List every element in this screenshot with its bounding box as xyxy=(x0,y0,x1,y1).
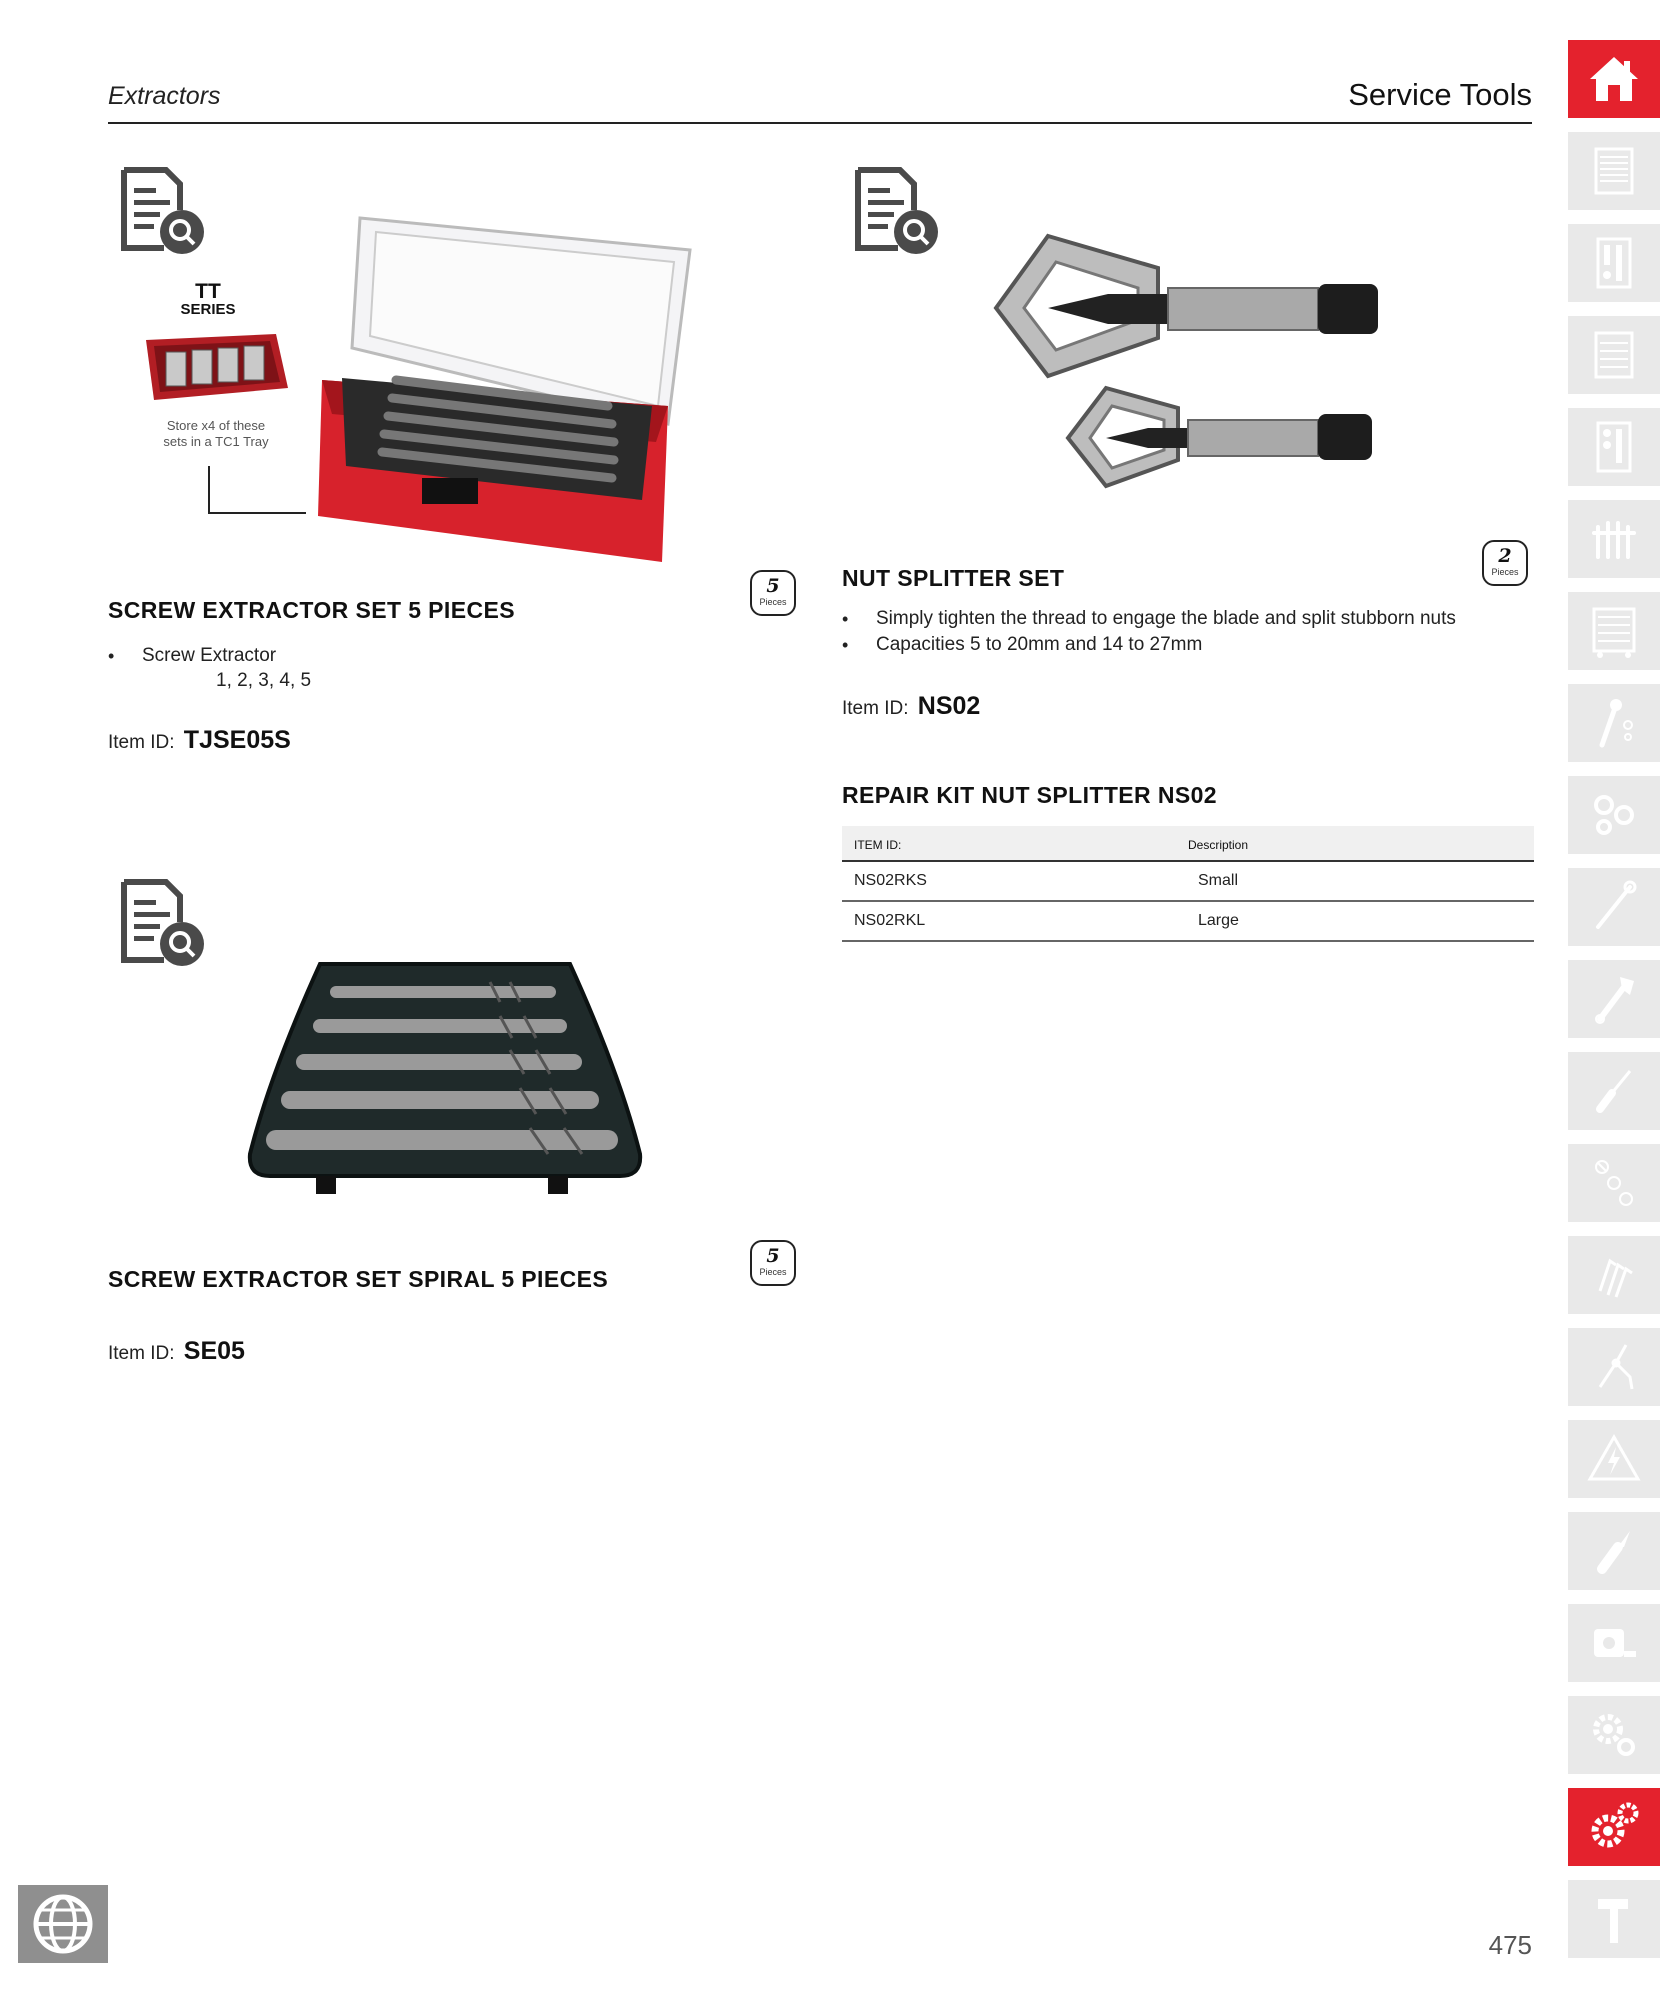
callout-line-horizontal xyxy=(208,512,306,514)
table-header-row xyxy=(842,826,1534,861)
page-title: Service Tools xyxy=(1348,77,1532,112)
home-icon xyxy=(1586,51,1642,107)
section-title: Extractors xyxy=(108,82,221,110)
pieces-badge xyxy=(750,570,796,616)
feature-item: • Capacities 5 to 20mm and 14 to 27mm xyxy=(842,632,1542,658)
sidebar-tab-ratchet[interactable] xyxy=(1568,684,1660,762)
sockets-icon xyxy=(1586,787,1642,843)
product-info-icon[interactable] xyxy=(846,162,942,263)
feature-item: • Screw Extractor xyxy=(108,643,276,669)
ratchet-icon xyxy=(1586,695,1642,751)
combination-spanner-icon xyxy=(1586,879,1642,935)
sidebar-tab-tool-tray[interactable] xyxy=(1568,224,1660,302)
item-id-value[interactable]: NS02 xyxy=(917,692,981,720)
screwdriver-icon xyxy=(1586,1063,1642,1119)
bits-icon xyxy=(1586,1155,1642,1211)
item-id-label: Item ID: xyxy=(842,698,909,719)
tray-note-line1: Store x4 of these xyxy=(166,418,266,433)
sidebar-tab-pliers[interactable] xyxy=(1568,1328,1660,1406)
product-info-icon[interactable] xyxy=(112,162,208,263)
row-item-id: NS02RKL xyxy=(842,901,1176,941)
pieces-label: Pieces xyxy=(759,597,787,607)
item-id-value[interactable]: SE05 xyxy=(183,1337,245,1365)
pieces-badge xyxy=(750,1240,796,1286)
header-divider xyxy=(108,122,1532,124)
pieces-count: 5 xyxy=(766,575,780,597)
tape-measure-icon xyxy=(1586,1615,1642,1671)
pieces-label: Pieces xyxy=(1491,567,1519,577)
sidebar-tab-tool-cabinet[interactable] xyxy=(1568,132,1660,210)
globe-icon xyxy=(31,1892,95,1956)
screw-extractor-set-image xyxy=(312,210,696,575)
tray-set-icon xyxy=(1586,419,1642,475)
callout-line-vertical xyxy=(208,466,210,514)
tt-series-line2: SERIES xyxy=(180,301,236,318)
tray-note xyxy=(146,418,286,450)
adjustable-wrench-icon xyxy=(1586,971,1642,1027)
sidebar-tab-socket-rail[interactable] xyxy=(1568,500,1660,578)
sidebar-tab-home[interactable] xyxy=(1568,40,1660,118)
sidebar-tab-tray-set[interactable] xyxy=(1568,408,1660,486)
nut-splitter-set-image xyxy=(988,228,1388,523)
tt-series-line1: TT xyxy=(195,280,221,303)
row-description: Small xyxy=(1176,861,1534,901)
tool-chest-icon xyxy=(1586,603,1642,659)
sidebar-tab-combination-spanner[interactable] xyxy=(1568,868,1660,946)
website-link[interactable] xyxy=(18,1885,108,1963)
tc1-tray-image xyxy=(136,330,292,415)
sidebar-tab-roller-cabinet[interactable] xyxy=(1568,316,1660,394)
sidebar-tab-gears[interactable] xyxy=(1568,1696,1660,1774)
sidebar-tab-electrical[interactable] xyxy=(1568,1420,1660,1498)
sidebar-tab-hammer[interactable] xyxy=(1568,1880,1660,1958)
product-title: NUT SPLITTER SET xyxy=(842,565,1065,591)
roller-cabinet-icon xyxy=(1586,327,1642,383)
item-id-label: Item ID: xyxy=(108,1343,175,1364)
tray-note-line2: sets in a TC1 Tray xyxy=(163,434,269,449)
pliers-icon xyxy=(1586,1339,1642,1395)
feature-item: • Simply tighten the thread to engage the blade and split stubborn nuts xyxy=(842,606,1542,632)
row-item-id: NS02RKS xyxy=(842,861,1176,901)
sidebar-tab-service-tools[interactable] xyxy=(1568,1788,1660,1866)
item-id-value[interactable]: TJSE05S xyxy=(183,726,291,754)
sidebar-tab-adjustable-wrench[interactable] xyxy=(1568,960,1660,1038)
sidebar-tab-screwdriver[interactable] xyxy=(1568,1052,1660,1130)
table-row[interactable] xyxy=(842,861,1534,901)
tt-series-logo xyxy=(176,282,240,318)
sidebar-tab-tool-chest[interactable] xyxy=(1568,592,1660,670)
item-id xyxy=(108,726,291,755)
item-id xyxy=(842,692,980,721)
electrical-warning-icon xyxy=(1586,1431,1642,1487)
pieces-count: 5 xyxy=(766,1245,780,1267)
sidebar-tab-hex-keys[interactable] xyxy=(1568,1236,1660,1314)
column-header-item-id: ITEM ID: xyxy=(842,826,1176,861)
tool-cabinet-icon xyxy=(1586,143,1642,199)
pieces-badge xyxy=(1482,540,1528,586)
product-features xyxy=(842,606,1542,658)
product-features xyxy=(108,643,276,669)
knife-icon xyxy=(1586,1523,1642,1579)
sidebar-tab-sockets[interactable] xyxy=(1568,776,1660,854)
service-tools-gear-icon xyxy=(1586,1799,1642,1855)
item-id-label: Item ID: xyxy=(108,732,175,753)
socket-rail-icon xyxy=(1586,511,1642,567)
item-id xyxy=(108,1337,245,1366)
product-title: SCREW EXTRACTOR SET 5 PIECES xyxy=(108,597,515,623)
hex-keys-icon xyxy=(1586,1247,1642,1303)
product-title: SCREW EXTRACTOR SET SPIRAL 5 PIECES xyxy=(108,1266,609,1292)
row-description: Large xyxy=(1176,901,1534,941)
sidebar-tab-bits[interactable] xyxy=(1568,1144,1660,1222)
spiral-extractor-set-image xyxy=(240,954,650,1209)
sidebar-tab-knife[interactable] xyxy=(1568,1512,1660,1590)
pieces-count: 2 xyxy=(1498,545,1512,567)
repair-kit-table xyxy=(842,826,1534,942)
product-info-icon[interactable] xyxy=(112,874,208,975)
gears-icon xyxy=(1586,1707,1642,1763)
table-row[interactable] xyxy=(842,901,1534,941)
pieces-label: Pieces xyxy=(759,1267,787,1277)
hammer-icon xyxy=(1586,1891,1642,1947)
page-number: 475 xyxy=(1488,1930,1532,1960)
tool-tray-icon xyxy=(1586,235,1642,291)
repair-kit-title: REPAIR KIT NUT SPLITTER NS02 xyxy=(842,782,1217,808)
extractor-sizes: 1, 2, 3, 4, 5 xyxy=(216,670,312,691)
sidebar-tab-tape-measure[interactable] xyxy=(1568,1604,1660,1682)
column-header-description: Description xyxy=(1176,826,1534,861)
